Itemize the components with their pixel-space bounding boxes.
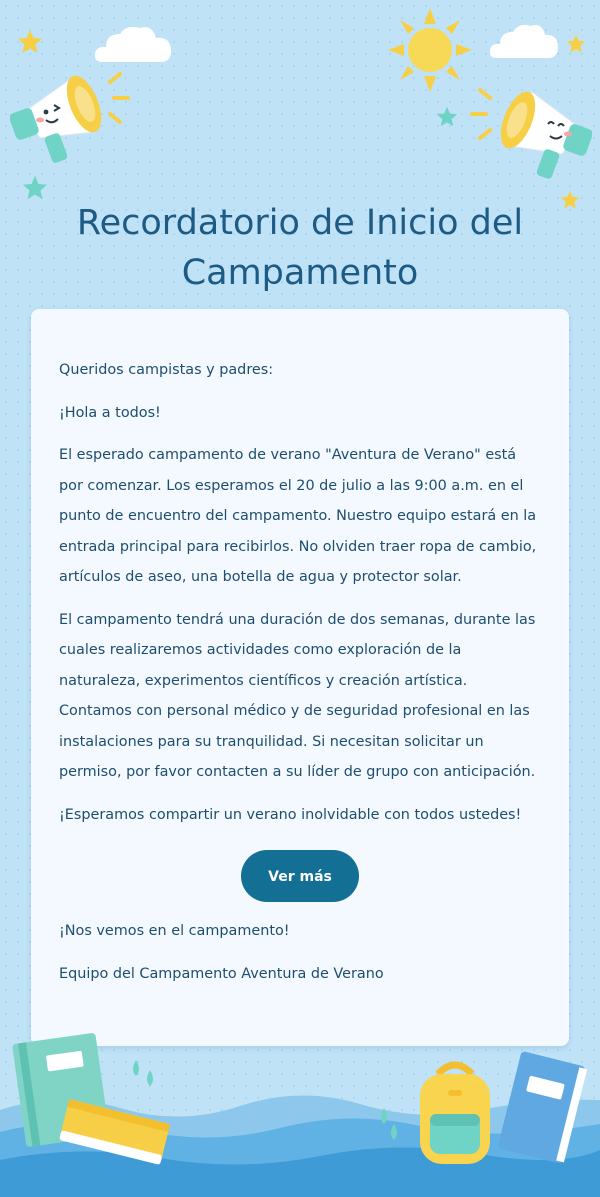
water-drop-icon <box>128 1058 158 1092</box>
star-icon <box>566 34 586 54</box>
page-title: Recordatorio de Inicio del Campamento <box>76 203 524 293</box>
sun-icon <box>388 8 472 92</box>
megaphone-icon <box>10 60 135 165</box>
button-wrapper <box>59 850 541 902</box>
star-icon <box>17 29 43 55</box>
closing-line: ¡Esperamos compartir un verano inolvidable con todos ustedes! <box>59 806 522 823</box>
cloud-icon <box>488 20 560 62</box>
backpack-icon <box>410 1060 500 1170</box>
paragraph-1: El esperado campamento de verano "Aventura de Verano" está por comenzar. Los esperamos el 20 de julio a las 9:00 a.m. en el punto de encuentro del campamento. Nuestro equipo estará en la entrada principal para recibirlos. No olviden traer ropa de cambio, artículos de aseo, una botella de agua y protector solar. <box>59 447 537 585</box>
book-icon <box>10 1024 180 1174</box>
signature: Equipo del Campamento Aventura de Verano <box>59 965 384 982</box>
megaphone-icon <box>470 72 592 182</box>
salutation: Queridos campistas y padres: <box>59 362 274 378</box>
book-icon <box>494 1050 594 1170</box>
paragraph-2: El campamento tendrá una duración de dos semanas, durante las cuales realizaremos actividades como exploración de la naturaleza, experimentos científicos y creación artística. Contamos con personal médico y de seguridad profesional en las instalaciones para su tranquilidad. Si necesitan solicitar un permiso, por favor contacten a su líder de grupo con anticipación. <box>59 611 536 780</box>
star-icon <box>436 106 458 128</box>
water-drop-icon <box>376 1106 404 1142</box>
see-more-button[interactable]: Ver más <box>241 850 359 902</box>
letter-card <box>31 309 569 1046</box>
farewell: ¡Nos vemos en el campamento! <box>59 923 290 939</box>
greeting: ¡Hola a todos! <box>59 404 161 421</box>
